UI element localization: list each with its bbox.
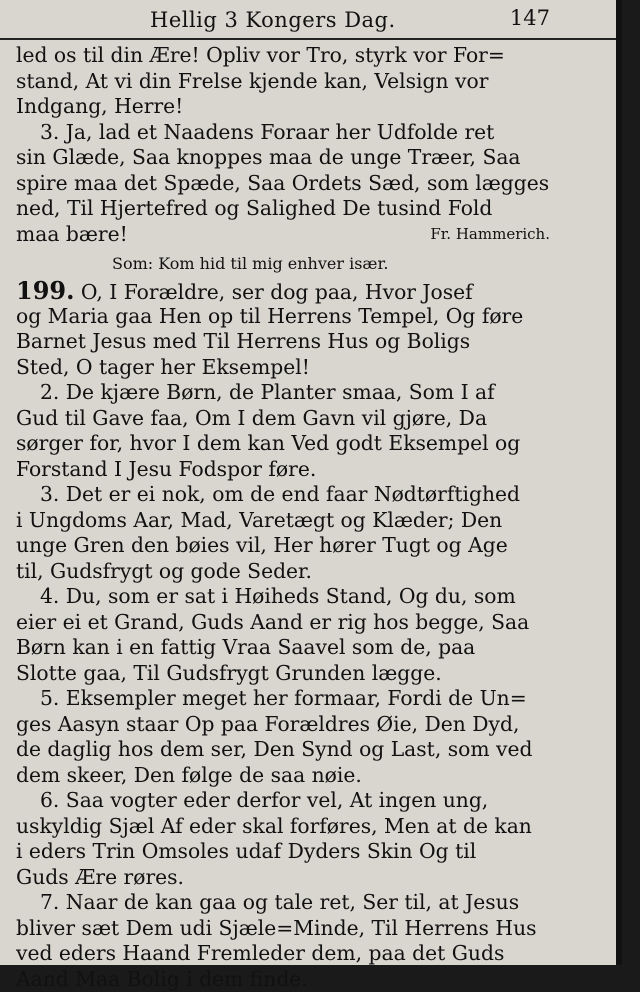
running-head: [0, 4, 616, 40]
text-line: led os til din Ære! Opliv vor Tro, styrk vor For=: [16, 43, 572, 69]
text-line: Guds Ære røres.: [16, 865, 572, 891]
text-line: sørger for, hvor I dem kan Ved godt Eksempel og: [16, 431, 572, 457]
text-line: Sted, O tager her Eksempel!: [16, 355, 572, 381]
text-line: Indgang, Herre!: [16, 94, 572, 120]
text-line: de daglig hos dem ser, Den Synd og Last, som ved: [16, 737, 572, 763]
text-line: Slotte gaa, Til Gudsfrygt Grunden lægge.: [16, 661, 572, 687]
running-title: Hellig 3 Kongers Dag.: [150, 8, 396, 32]
text-line: Barnet Jesus med Til Herrens Hus og Boligs: [16, 329, 572, 355]
verse-start-line: 4. Du, som er sat i Høiheds Stand, Og du, som: [16, 584, 572, 610]
text-line: maa bære!: [16, 222, 128, 246]
hymn-number: 199.: [16, 278, 74, 304]
melody-indication: Som: Kom hid til mig enhver især.: [16, 251, 572, 276]
verse-start-line: 6. Saa vogter eder derfor vel, At ingen ung,: [16, 788, 572, 814]
text-line: uskyldig Sjæl Af eder skal forføres, Men at de kan: [16, 814, 572, 840]
verse-start-line: 5. Eksempler meget her formaar, Fordi de Un=: [16, 686, 572, 712]
verse-start-line: 7. Naar de kan gaa og tale ret, Ser til, at Jesus: [16, 890, 572, 916]
text-line: i Ungdoms Aar, Mad, Varetægt og Klæder; Den: [16, 508, 572, 534]
text-line: dem skeer, Den følge de saa nøie.: [16, 763, 572, 789]
hymn-first-line: [16, 278, 572, 304]
text-line-with-attribution: [16, 222, 572, 248]
text-block: [16, 43, 572, 992]
text-line: ges Aasyn staar Op paa Forældres Øie, Den Dyd,: [16, 712, 572, 738]
text-line: i eders Trin Omsoles udaf Dyders Skin Og til: [16, 839, 572, 865]
verse-start-line: 3. Det er ei nok, om de end faar Nødtørftighed: [16, 482, 572, 508]
text-line: O, I Forældre, ser dog paa, Hvor Josef: [81, 280, 473, 304]
text-line: Børn kan i en fattig Vraa Saavel som de, paa: [16, 635, 572, 661]
text-line: Forstand I Jesu Fodspor føre.: [16, 457, 572, 483]
text-line: Gud til Gave faa, Om I dem Gavn vil gjøre, Da: [16, 406, 572, 432]
text-line: eier ei et Grand, Guds Aand er rig hos begge, Saa: [16, 610, 572, 636]
text-line: unge Gren den bøies vil, Her hører Tugt og Age: [16, 533, 572, 559]
text-line: stand, At vi din Frelse kjende kan, Velsign vor: [16, 69, 572, 95]
text-line: ned, Til Hjertefred og Salighed De tusind Fold: [16, 196, 572, 222]
page-number: 147: [510, 6, 550, 30]
text-line: til, Gudsfrygt og gode Seder.: [16, 559, 572, 585]
text-line: sin Glæde, Saa knoppes maa de unge Træer, Saa: [16, 145, 572, 171]
text-line: spire maa det Spæde, Saa Ordets Sæd, som lægges: [16, 171, 572, 197]
text-line: og Maria gaa Hen op til Herrens Tempel, Og føre: [16, 304, 572, 330]
text-line: Aand Maa Bolig i dem finde.: [16, 967, 572, 992]
text-line: bliver sæt Dem udi Sjæle=Minde, Til Herrens Hus: [16, 916, 572, 942]
verse-start-line: 2. De kjære Børn, de Planter smaa, Som I af: [16, 380, 572, 406]
verse-start-line: 3. Ja, lad et Naadens Foraar her Udfolde ret: [16, 120, 572, 146]
text-line: ved eders Haand Fremleder dem, paa det Guds: [16, 941, 572, 967]
author-attribution: Fr. Hammerich.: [430, 222, 550, 248]
